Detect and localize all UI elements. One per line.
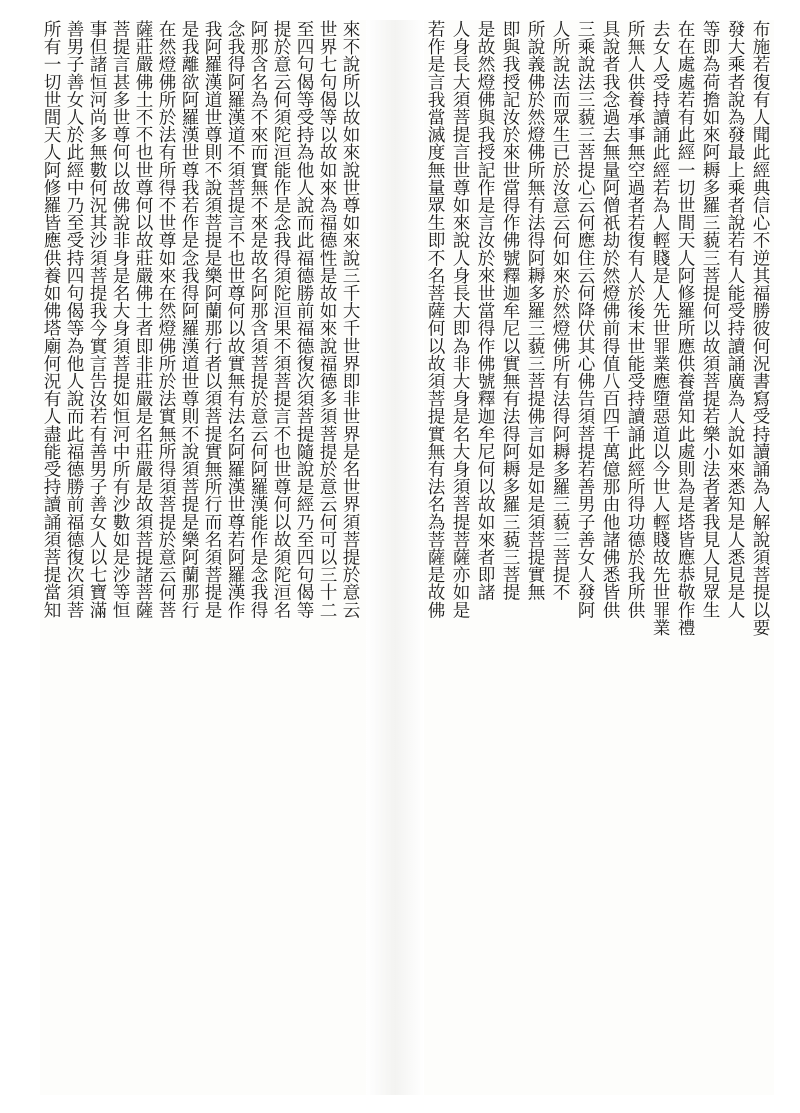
right-leaf	[424, 20, 774, 1095]
text-column: 提於意云何須陀洹能作是念我得須陀洹果不須菩提言不也世尊何以故須陀洹名	[271, 20, 291, 619]
text-column: 菩提言甚多世尊何以故佛說非身是名大身須菩提如恒河中所有沙數如是沙等恒	[110, 20, 130, 619]
text-column: 念我得阿羅漢道不須菩提言不也世尊何以故實無有法名阿羅漢世尊若阿羅漢作	[225, 20, 245, 619]
text-column: 所有一切世間天人阿修羅皆應供養如佛塔廟何況有人盡能受持讀誦須菩提當知	[41, 20, 61, 619]
text-column: 即與我授記汝於來世當得作佛號釋迦牟尼以實無有法得阿耨多羅三藐三菩提	[500, 20, 520, 601]
text-column: 世界七句偈等以故如來為福德性是故如來說福德多須菩提於意云何可以三十二	[317, 20, 337, 619]
text-column: 至四句偈等受持為他人說而此福德勝前福德復次須菩提隨說是經乃至四句偈等	[294, 20, 314, 619]
text-column: 去女人受持讀誦此經若為人輕賤是人先世罪業應墮惡道以今世人輕賤故先世罪業	[650, 20, 670, 636]
text-column: 是我離欲阿羅漢世尊我若作是念我得阿羅漢道世尊則不說須菩提是樂阿蘭那行	[179, 20, 199, 619]
left-leaf	[40, 20, 366, 1095]
text-column: 阿那含名為不來而實無不來是故名阿那含須菩提於意云何阿羅漢能作是念我得	[248, 20, 268, 619]
text-column: 在然燈佛所於法有所得不世尊如來在然燈佛所於法實無所得須菩提於意云何菩	[156, 20, 176, 619]
text-column: 等即為荷擔如來阿耨多羅三藐三菩提何以故須菩提若樂小法者著我見人見眾生	[700, 20, 720, 619]
text-column: 來不說所以故如來說世尊如來說三千大千世界即非世界是名世界須菩提於意云	[340, 20, 360, 619]
text-column: 所無人供養承事無空過者若復有人於後末世能受持讀誦此經所得功德於我所供	[625, 20, 645, 619]
text-column: 薩莊嚴佛土不不也世尊何以故莊嚴佛土者即非莊嚴是名莊嚴是故須菩提諸菩薩	[133, 20, 153, 619]
text-column: 具說者我念過去無量阿僧祇劫於然燈佛前得值八百四千萬億那由他諸佛悉皆供	[600, 20, 620, 619]
text-column: 人所說法而眾生已於汝意云何如來於然燈佛所有法得阿耨多羅三藐三菩提不	[550, 20, 570, 601]
text-column: 三乘說法三藐三菩提心云何應住云何降伏其心佛告須菩提若善男子善女人發阿	[575, 20, 595, 619]
text-column: 所說義佛於然燈佛所無有法得阿耨多羅三藐三菩提佛言如是如是須菩提實無	[525, 20, 545, 601]
text-column: 我阿羅漢道世尊則不說須菩提是樂阿蘭那行者以須菩提實無所行而名須菩提是	[202, 20, 222, 619]
text-column: 發大乘者說為發最上乘者說若有人能受持讀誦廣為人說如來悉知是人悉見是人	[725, 20, 745, 619]
text-column: 是故然燈佛與我授記作是言汝於來世當得作佛號釋迦牟尼何以故如來者即諸	[475, 20, 495, 601]
text-column: 布施若復有人聞此經典信心不逆其福勝彼何況書寫受持讀誦為人解說須菩提以要	[750, 20, 770, 636]
text-column: 人身長大須菩提言世尊如來說人身長大即為非大身是名大身須菩提菩薩亦如是	[450, 20, 470, 619]
book-gutter	[366, 20, 424, 1095]
text-column: 若作是言我當滅度無量眾生即不名菩薩何以故須菩提實無有法名為菩薩是故佛	[425, 20, 445, 619]
text-column: 事但諸恒河尚多無數何況其沙須菩提我今實言告汝若有善男子善女人以七寶滿	[87, 20, 107, 619]
text-column: 善男子善女人於此經中乃至受持四句偈等為他人說而此福德勝前福德復次須菩	[64, 20, 84, 619]
text-column: 在在處處若有此經一切世間天人阿修羅所應供養當知此處則為是塔皆應恭敬作禮	[675, 20, 695, 636]
